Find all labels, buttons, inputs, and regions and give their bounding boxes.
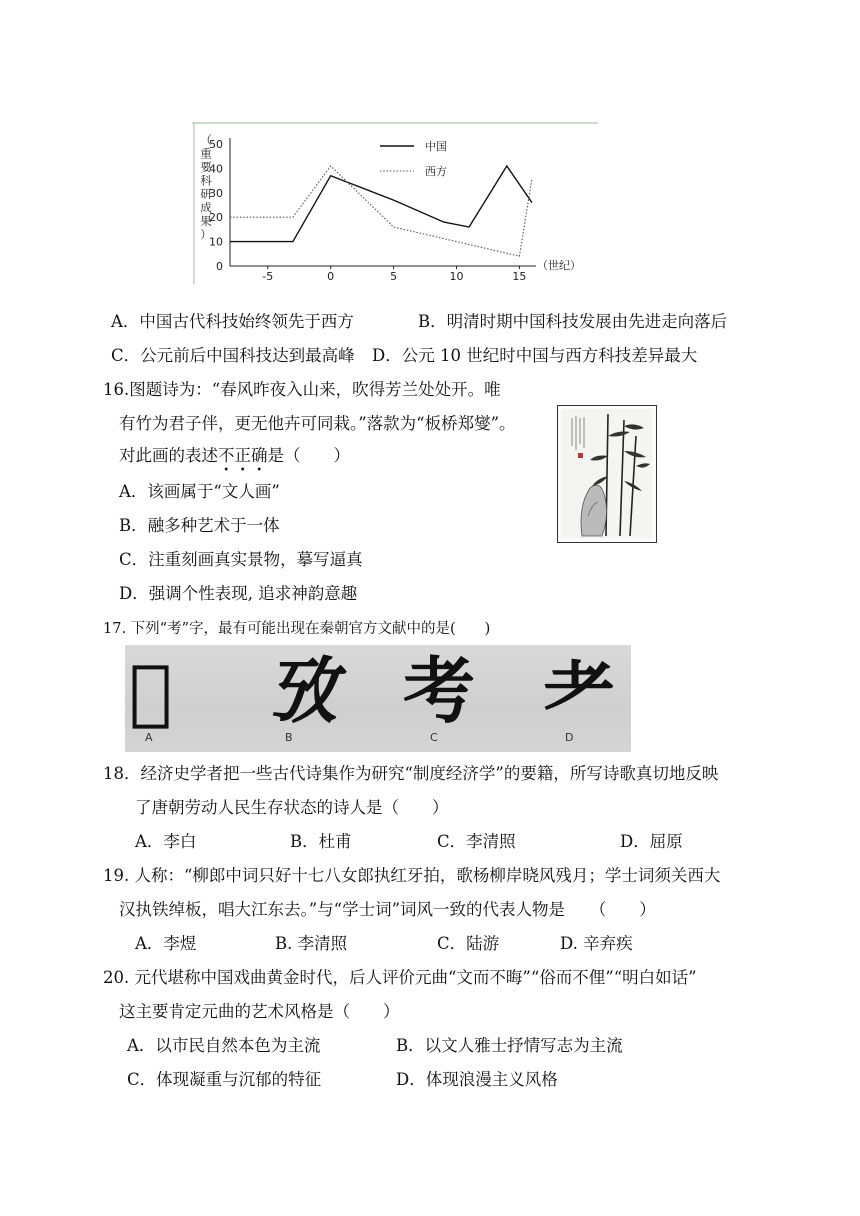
q19-option-c: C．陆游: [437, 934, 500, 953]
q16-stem-pre: 对此画的表述: [119, 446, 218, 465]
q15-option-d: D．公元 10 世纪时中国与西方科技差异最大: [372, 346, 698, 365]
q18-option-c: C．李清照: [437, 832, 516, 851]
kao-character-forms-image: [125, 645, 631, 752]
q17-stem: 17. 下列“考”字，最有可能出现在秦朝官方文献中的是( ): [103, 621, 491, 637]
x-tick-label: 5: [390, 270, 398, 283]
q19-option-a: A．李煜: [135, 934, 197, 953]
kao-glyph-d: 耂: [543, 648, 616, 733]
x-axis-label: （世纪）: [537, 259, 581, 272]
q20-stem-line2: 这主要肯定元曲的艺术风格是（ ）: [119, 1002, 400, 1021]
q18-option-a: A．李白: [135, 832, 197, 851]
series-line-china: [230, 166, 532, 242]
kao-label-c: C: [430, 731, 438, 744]
chart-series: [230, 166, 532, 256]
q16-stem-post: 是（ ）: [267, 446, 350, 465]
kao-glyph-a: 𠦠: [129, 648, 173, 733]
y-axis-label-char: 重: [200, 146, 212, 161]
y-tick-label: 40: [209, 162, 223, 176]
y-tick-label: 10: [209, 235, 223, 249]
q19-option-d: D. 辛弃疾: [560, 934, 633, 953]
y-axis-label-char: ）: [200, 227, 212, 242]
y-tick-label: 0: [216, 260, 223, 273]
y-tick-label: 30: [209, 186, 223, 200]
kao-glyph-b: 攷: [265, 648, 338, 733]
x-tick-label: 15: [512, 270, 527, 283]
x-tick-label: 0: [327, 270, 335, 283]
q16-emph-char: 确: [251, 446, 268, 465]
q20-option-a: A．以市民自然本色为主流: [127, 1036, 321, 1055]
y-axis-label-char: 成: [200, 200, 212, 215]
kao-label-d: D: [565, 731, 574, 744]
x-tick-labels: [262, 266, 526, 283]
q19-stem-line2: 汉执铁绰板，唱大江东去。”与“学士词”词风一致的代表人物是 （ ）: [119, 900, 656, 919]
q19-option-b: B. 李清照: [275, 934, 348, 953]
q19-stem-line1: 19. 人称：“柳郎中词只好十七八女郎执红牙拍，歌杨柳岸晓风残月；学士词须关西大: [103, 866, 721, 885]
q16-emph-char: 正: [234, 446, 251, 465]
q16-stem-line2: 有竹为君子伴，更无他卉可同栽。”落款为“板桥郑燮”。: [119, 414, 516, 433]
y-axis-label-char: （: [200, 133, 212, 147]
q16-option-b: B．融多种艺术于一体: [119, 516, 280, 535]
y-tick-label: 50: [209, 138, 223, 151]
chart-axes: [230, 138, 536, 266]
kao-label-b: B: [285, 731, 293, 744]
kao-glyph-c: 考: [403, 648, 476, 733]
chart-legend: [380, 139, 447, 178]
q16-emph-char: 不: [218, 446, 235, 465]
q20-option-b: B．以文人雅士抒情写志为主流: [396, 1036, 623, 1055]
q16-stem-line3: [119, 445, 350, 467]
y-axis-label-char: 果: [200, 214, 212, 228]
y-axis-label-char: 科: [200, 173, 212, 188]
q15-option-c: C．公元前后中国科技达到最高峰: [111, 346, 355, 365]
q18-option-b: B．杜甫: [290, 832, 352, 851]
q16-option-d: D．强调个性表现, 追求神韵意趣: [119, 584, 358, 603]
q18-stem-line2: 了唐朝劳动人民生存状态的诗人是（ ）: [135, 798, 449, 817]
legend-label: 中国: [425, 140, 447, 153]
legend-label: 西方: [425, 165, 447, 178]
q20-option-c: C．体现凝重与沉郁的特征: [127, 1070, 322, 1089]
q18-stem-line1: 18．经济史学者把一些古代诗集作为研究“制度经济学”的要籍，所写诗歌真切地反映: [103, 764, 719, 783]
y-tick-label: 20: [209, 211, 223, 225]
science-achievement-line-chart: [192, 122, 598, 284]
x-tick-label: -5: [262, 270, 274, 283]
q18-option-d: D．屈原: [620, 832, 683, 851]
q16-stem-line1: 16.图题诗为：“春风昨夜入山来，吹得芳兰处处开。唯: [103, 380, 501, 399]
bamboo-painting-image: [557, 405, 657, 543]
series-line-west: [230, 166, 532, 256]
q20-option-d: D．体现浪漫主义风格: [396, 1070, 558, 1089]
q15-option-a: A．中国古代科技始终领先于西方: [111, 312, 354, 331]
q16-option-c: C．注重刻画真实景物，摹写逼真: [119, 550, 363, 569]
y-axis-label-char: 研: [200, 187, 212, 201]
kao-label-a: A: [145, 731, 153, 744]
y-axis-label-char: 要: [200, 160, 212, 174]
q16-option-a: A．该画属于“文人画”: [119, 482, 280, 501]
q15-option-b: B．明清时期中国科技发展由先进走向落后: [418, 312, 728, 331]
x-tick-label: 10: [449, 270, 464, 283]
q20-stem-line1: 20. 元代堪称中国戏曲黄金时代，后人评价元曲“文而不晦”“俗而不俚”“明白如话”: [103, 968, 697, 987]
